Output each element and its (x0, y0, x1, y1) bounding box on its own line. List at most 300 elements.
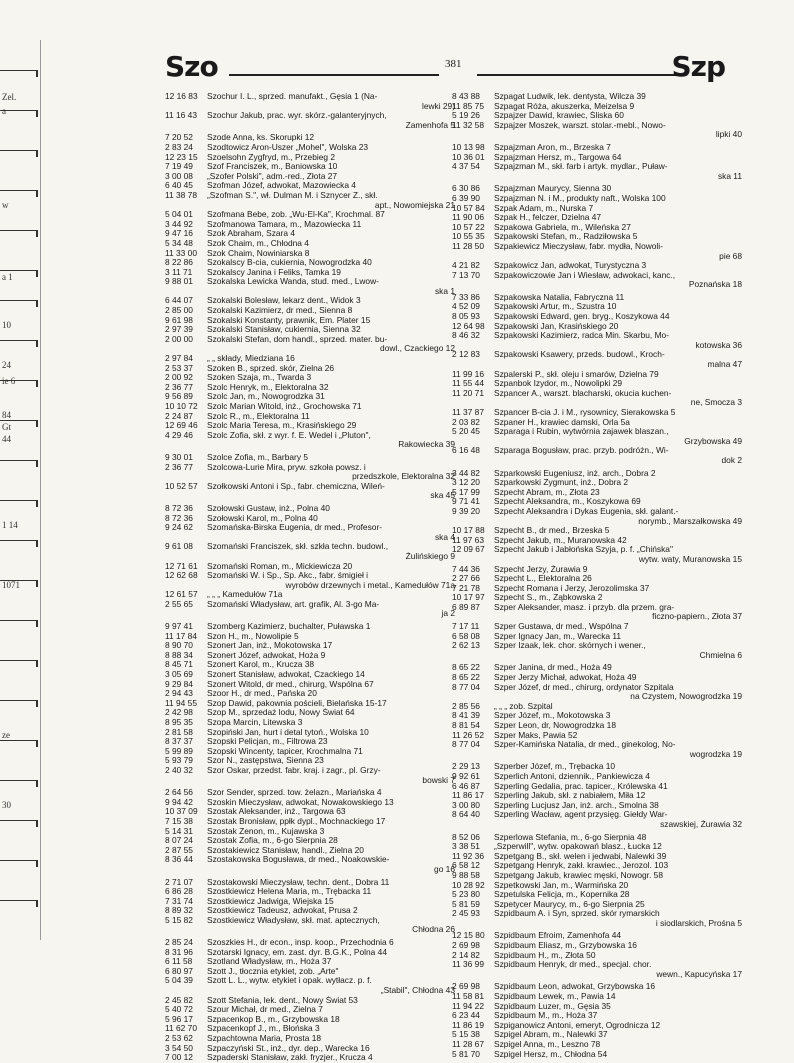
entry-continuation (165, 440, 455, 450)
directory-entry (452, 111, 742, 121)
directory-entry (165, 641, 455, 651)
phone-number: 8 46 32 (452, 330, 480, 341)
directory-entry (165, 364, 455, 374)
entry-text: Szostkiewicz Jadwiga, Wiejska 15 (207, 896, 334, 906)
phone-number: 2 36 77 (165, 461, 193, 472)
phone-number: 10 17 88 (452, 525, 485, 536)
entry-text: Szostak Aleksander, inż., Targowa 63 (207, 807, 346, 817)
entry-text: Szomański W. i Sp., Sp. Akc., fabr. śmigieł i (207, 571, 369, 581)
phone-number: 6 46 87 (452, 780, 480, 791)
directory-entry (165, 878, 455, 888)
phone-number: 8 05 93 (452, 311, 480, 322)
margin-tick (0, 190, 38, 197)
directory-entry (452, 1011, 742, 1021)
phone-number: 2 87 55 (165, 844, 193, 855)
entry-continuation (452, 692, 742, 702)
directory-entry (452, 427, 742, 437)
entry-text: Szpaner H., krawiec damski, Orla 5a (494, 417, 630, 427)
phone-number: 2 85 24 (165, 937, 193, 948)
phone-number: 10 28 92 (452, 879, 485, 890)
continuation-text: dowl., Czackiego 12 (380, 344, 455, 354)
directory-entry (165, 306, 455, 316)
entry-text: Szparkowski Zygmunt, inż., Dobra 2 (494, 478, 629, 488)
entry-text: Szofmanowa Tamara, m., Mazowiecka 11 (207, 219, 362, 229)
directory-entry (452, 261, 742, 271)
directory-entry (452, 960, 742, 970)
margin-tick (0, 740, 38, 747)
directory-entry (165, 670, 455, 680)
directory-entry (165, 1034, 455, 1044)
entry-text: Szokalski Kazimierz, dr med., Sienna 8 (207, 306, 353, 316)
entry-text: Szott L. L., wytw. etykiet i opak. wytłacz. p. f. (207, 976, 372, 986)
entry-text: Szper Gustawa, dr med., Wspólna 7 (494, 622, 629, 632)
directory-entry (452, 102, 742, 112)
entry-text: Szpidbaum Leon, adwokat, Grzybowska 16 (494, 982, 656, 992)
directory-entry (165, 431, 455, 441)
continuation-text: wewn., Kapucyńska 17 (656, 969, 742, 979)
phone-number: 8 22 86 (165, 257, 193, 268)
directory-entry (452, 673, 742, 683)
phone-number: 9 61 08 (165, 541, 193, 552)
directory-entry (452, 1002, 742, 1012)
phone-number: 5 81 70 (452, 1048, 480, 1059)
phone-number: 11 86 19 (452, 1019, 484, 1030)
directory-entry (452, 772, 742, 782)
phone-number: 2 69 98 (452, 981, 480, 992)
phone-number: 5 99 89 (165, 745, 193, 756)
entry-continuation (452, 398, 742, 408)
entry-text: Szokalski Bolesław, lekarz dent., Widok 3 (207, 296, 361, 306)
entry-text: Szpidbaum Efroim, Zamenhofa 44 (494, 931, 622, 941)
continuation-text: norymb., Marszałkowska 49 (638, 516, 742, 526)
entry-text: Szolc Maria Teresa, m., Krasińskiego 29 (207, 421, 357, 431)
phone-number: 5 17 99 (452, 486, 480, 497)
entry-text: Szparkowski Eugeniusz, inż. arch., Dobra 2 (494, 468, 656, 478)
directory-entry (452, 852, 742, 862)
directory-entry (165, 514, 455, 524)
phone-number: 11 36 99 (452, 959, 484, 970)
directory-entry (165, 402, 455, 412)
directory-entry (452, 842, 742, 852)
entry-text: Szper Józef, m., Mokotowska 3 (494, 711, 611, 721)
directory-entry (452, 982, 742, 992)
phone-number: 2 42 98 (165, 707, 193, 718)
phone-number: 5 81 59 (452, 898, 480, 909)
directory-entry (165, 181, 455, 191)
entry-text: Szpak Adam, m., Nurska 7 (494, 203, 594, 213)
entry-text: Szpecht Jerzy, Żurawia 9 (494, 564, 588, 574)
directory-entry (165, 1024, 455, 1034)
phone-number: 11 99 16 (452, 368, 484, 379)
entry-text: „ „ składy, Miedziana 16 (207, 354, 295, 364)
directory-entry (165, 463, 455, 473)
entry-text: Szpigel Hersz, m., Chłodna 54 (494, 1049, 608, 1059)
entry-continuation (452, 820, 742, 830)
margin-tick (0, 230, 38, 237)
entry-text: Szostkiewicz Helena Maria, m., Trębacka 11 (207, 887, 372, 897)
phone-number: 8 72 36 (165, 512, 193, 523)
phone-number: 7 00 12 (165, 1052, 193, 1063)
directory-entry (165, 296, 455, 306)
phone-number: 3 05 69 (165, 669, 193, 680)
directory-entry (452, 584, 742, 594)
directory-entry (452, 565, 742, 575)
phone-number: 7 13 70 (452, 269, 480, 280)
directory-entry (452, 271, 742, 281)
phone-number: 10 36 01 (452, 151, 485, 162)
phone-number: 9 92 61 (452, 770, 480, 781)
continuation-text: malna 47 (707, 360, 742, 370)
phone-number: 2 69 98 (452, 940, 480, 951)
margin-tick (0, 900, 38, 907)
directory-entry (452, 446, 742, 456)
continuation-text: ne, Smocza 3 (690, 398, 742, 408)
entry-text: Szpidbaum A. i Syn, sprzed. skór rymarskich (494, 909, 660, 919)
entry-continuation (165, 533, 455, 543)
entry-text: Szpecht Aleksandra, m., Koszykowa 69 (494, 497, 641, 507)
entry-text: Szoskin Mieczysław, adwokat, Nowakowskiego 13 (207, 797, 394, 807)
phone-number: 5 19 26 (452, 110, 480, 121)
phone-number: 11 38 78 (165, 189, 197, 200)
margin-label: Zel. (2, 92, 17, 102)
continuation-text: przedszkole, Elektoralna 32 (352, 472, 455, 482)
entry-text: Szpajzman N. i M., produkty naft., Wolska 100 (494, 193, 666, 203)
entry-text: Szperlowa Stefania, m., 6-go Sierpnia 48 (494, 832, 647, 842)
phone-number: 12 23 15 (165, 151, 198, 162)
entry-text: Szop M., sprzedaż lodu, Nowy Świat 64 (207, 708, 355, 718)
directory-entry (452, 791, 742, 801)
directory-entry (165, 622, 455, 632)
phone-number: 2 53 62 (165, 1033, 193, 1043)
phone-number: 7 31 74 (165, 895, 193, 906)
entry-text: Szpecht Jakub i Jabłońska Szyja, p. f. „Chińska" (494, 545, 673, 555)
phone-number: 2 85 00 (165, 305, 193, 316)
phone-number: 12 69 46 (165, 420, 198, 431)
phone-number: 2 55 65 (165, 598, 193, 609)
phone-number: 5 23 80 (452, 889, 480, 900)
entry-text: Szpecht Romana i Jerzy, Jerozolimska 37 (494, 583, 650, 593)
phone-number: 8 95 35 (165, 717, 193, 727)
header-left-word: Szo (165, 50, 218, 83)
margin-label: ze (2, 730, 10, 740)
phone-number: 6 44 07 (165, 295, 193, 306)
directory-entry (165, 747, 455, 757)
directory-entry (452, 92, 742, 102)
phone-number: 6 16 48 (452, 445, 480, 456)
directory-entry (452, 408, 742, 418)
continuation-text: szawskiej, Żurawia 32 (660, 819, 742, 829)
directory-entry (452, 526, 742, 536)
entry-text: Szpetkowski Jan, m., Warmińska 20 (494, 880, 629, 890)
directory-entry (452, 951, 742, 961)
directory-entry (452, 593, 742, 603)
phone-number: 8 37 37 (165, 736, 193, 747)
phone-number: 9 56 89 (165, 391, 193, 402)
phone-number: 6 58 08 (452, 630, 480, 641)
directory-entry (452, 153, 742, 163)
entry-text: „ „ „ Kamedułów 71a (207, 590, 283, 600)
phone-number: 11 16 43 (165, 110, 197, 121)
entry-text: Szok Chaim, Nowiniarska 8 (207, 248, 310, 258)
entry-text: Szpalerski P., skł. oleju i smarów, Dzielna 79 (494, 369, 659, 379)
directory-entry (452, 162, 742, 172)
entry-text: Szour Michał, dr med., Zielna 7 (207, 1005, 323, 1015)
entry-text: Szon H., m., Nowolipie 5 (207, 631, 299, 641)
directory-entry (165, 229, 455, 239)
phone-number: 2 00 00 (165, 333, 193, 344)
phone-number: 11 28 50 (452, 240, 484, 251)
entry-text: Szper Ignacy Jan, m., Warecka 11 (494, 631, 622, 641)
entry-continuation (165, 581, 455, 591)
phone-number: 9 88 01 (165, 276, 193, 287)
directory-entry (452, 622, 742, 632)
directory-entry (165, 756, 455, 766)
phone-number: 3 38 51 (452, 841, 480, 852)
directory-entry (165, 967, 455, 977)
directory-entry (452, 641, 742, 651)
entry-text: Szott J., tłocznia etykiet, zob. „Arte" (207, 966, 339, 976)
entry-text: Szpajzer Dawid, krawiec, Śliska 60 (494, 111, 624, 121)
directory-entry (165, 277, 455, 287)
margin-tick (0, 700, 38, 707)
phone-number: 7 15 38 (165, 815, 193, 826)
entry-continuation (452, 651, 742, 661)
phone-number: 2 40 32 (165, 764, 193, 775)
entry-text: Szostak Zofia, m., 6-go Sierpnia 28 (207, 836, 338, 846)
directory-entry (165, 316, 455, 326)
phone-number: 11 37 87 (452, 407, 484, 417)
directory-entry (452, 507, 742, 517)
entry-text: Szpecht Jakub, m., Muranowska 42 (494, 535, 627, 545)
entry-text: Szper Maks, Pawia 52 (494, 730, 578, 740)
entry-continuation (165, 491, 455, 501)
phone-number: 9 94 42 (165, 796, 193, 807)
entry-text: Szomański Roman, m., Mickiewicza 20 (207, 561, 353, 571)
entry-continuation (165, 865, 455, 875)
phone-number: 7 17 11 (452, 621, 480, 632)
continuation-text: ska 11 (717, 171, 742, 181)
phone-number: 11 62 70 (165, 1023, 197, 1034)
entry-text: Szofman Józef, adwokat, Mazowiecka 4 (207, 181, 356, 191)
phone-number: 8 81 54 (452, 720, 480, 730)
directory-entry (165, 210, 455, 220)
continuation-text: wyrobów drzewnych i metal., Kamedułów 71a (285, 580, 455, 590)
header-rule-right (477, 74, 677, 76)
phone-number: 6 11 58 (165, 956, 193, 967)
entry-text: Szostakowski Mieczysław, techn. dent., Dobra 11 (207, 877, 390, 887)
margin-label: 10 (2, 320, 11, 330)
entry-text: Szolc Zofia, skł. z wyr. f. E. Wedel i „Pluton", (207, 430, 371, 440)
continuation-text: ska 4 (434, 532, 455, 542)
phone-number: 2 45 82 (165, 994, 193, 1005)
entry-text: Szpetgang Henryk, zakł. krawiec., Jerozol. 103 (494, 861, 669, 871)
phone-number: 7 19 49 (165, 161, 193, 172)
entry-continuation (165, 472, 455, 482)
directory-entry (452, 204, 742, 214)
phone-number: 8 07 24 (165, 835, 193, 846)
directory-entry (452, 801, 742, 811)
phone-number: 11 26 52 (452, 729, 484, 740)
directory-entry (452, 293, 742, 303)
directory-entry (165, 354, 455, 364)
margin-label: w (2, 200, 9, 210)
entry-text: Szpakowska Natalia, Fabryczna 11 (494, 292, 625, 302)
entry-text: Szok Abraham, Szara 4 (207, 229, 295, 239)
entry-continuation (452, 172, 742, 182)
continuation-text: lewki 29) (421, 101, 455, 111)
margin-tick (0, 70, 38, 77)
continuation-text: kotowska 36 (695, 340, 742, 350)
entry-text: Szpakowa Gabriela, m., Wileńska 27 (494, 222, 631, 232)
phone-number: 8 89 32 (165, 905, 193, 916)
directory-entry (165, 916, 455, 926)
header-rule-left (229, 74, 439, 76)
entry-continuation (165, 776, 455, 786)
phone-number: 7 21 78 (452, 582, 480, 593)
phone-number: 9 71 41 (452, 496, 480, 507)
phone-number: 3 44 82 (452, 467, 480, 478)
entry-text: Szparaga Bogusław, prac. przyb. podróżn., Wi- (494, 446, 669, 456)
entry-text: Szpidbaum Luzer, m., Gęsia 35 (494, 1001, 611, 1011)
phone-number: 11 32 58 (452, 119, 484, 130)
continuation-text: go 16 (434, 864, 455, 874)
margin-tick (0, 540, 38, 547)
entry-continuation (452, 750, 742, 760)
entry-text: Szolc Jan, m., Nowogrodzka 31 (207, 392, 325, 402)
directory-entry (165, 191, 455, 201)
directory-entry (452, 941, 742, 951)
directory-entry (165, 571, 455, 581)
phone-number: 11 94 55 (165, 697, 197, 708)
phone-number: 8 43 88 (452, 91, 480, 101)
directory-entry (165, 268, 455, 278)
phone-number: 6 89 87 (452, 601, 480, 612)
left-column (165, 92, 455, 1063)
directory-entry (452, 890, 742, 900)
entry-text: Szott Stefania, lek. dent., Nowy Świat 53 (207, 995, 358, 1005)
phone-number: 5 15 82 (165, 914, 193, 925)
continuation-text: pie 68 (719, 251, 742, 261)
phone-number: 12 64 98 (452, 320, 485, 331)
directory-entry (165, 412, 455, 422)
phone-number: 8 41 39 (452, 710, 480, 721)
directory-entry (452, 1050, 742, 1060)
directory-entry (165, 699, 455, 709)
directory-entry (452, 184, 742, 194)
entry-text: Szofmana Bebe, zob. „Wu-El-Ka", Krochmal. 87 (207, 210, 385, 220)
entry-text: Szonert Witold, dr med., chirurg, Wspólna 67 (207, 679, 374, 689)
entry-continuation (452, 517, 742, 527)
entry-text: Szor Sender, sprzed. tow. żelazn., Mariańska 4 (207, 788, 382, 798)
directory-entry (165, 325, 455, 335)
entry-text: Szokalski Stefan, dom handl., sprzed. mater. bu- (207, 334, 388, 344)
directory-entry (452, 331, 742, 341)
entry-text: Szolc Henryk, m., Elektoralna 32 (207, 382, 329, 392)
entry-text: Szper-Kamińska Natalia, dr med., ginekolog, No- (494, 740, 676, 750)
phone-number: 5 93 79 (165, 755, 193, 766)
directory-entry (165, 651, 455, 661)
directory-entry (452, 810, 742, 820)
phone-number: 6 86 28 (165, 886, 193, 897)
margin-label: a (2, 106, 6, 116)
continuation-text: ja 2 (441, 609, 455, 619)
entry-text: Szper Józef, dr med., chirurg, ordynator Szpitala (494, 682, 674, 692)
margin-label: ie 6 (2, 376, 16, 386)
phone-number: 8 36 44 (165, 854, 193, 865)
directory-entry (452, 213, 742, 223)
phone-number: 11 97 63 (452, 534, 484, 545)
directory-entry (452, 469, 742, 479)
directory-entry (165, 836, 455, 846)
directory-entry (165, 504, 455, 514)
phone-number: 9 24 62 (165, 522, 193, 533)
directory-entry (452, 683, 742, 693)
directory-entry (452, 740, 742, 750)
phone-number: 2 14 82 (452, 949, 480, 960)
directory-entry (165, 897, 455, 907)
directory-entry (165, 708, 455, 718)
entry-continuation (452, 456, 742, 466)
continuation-text: ska 45 (430, 491, 455, 501)
directory-entry (165, 1015, 455, 1025)
directory-entry (452, 379, 742, 389)
phone-number: 8 65 22 (452, 662, 480, 673)
phone-number: 8 64 40 (452, 809, 480, 820)
directory-entry (165, 1044, 455, 1054)
entry-text: Szpajzman Aron, m., Brzeska 7 (494, 142, 611, 152)
margin-tick (0, 660, 38, 667)
phone-number: 2 97 84 (165, 353, 193, 364)
directory-entry (452, 370, 742, 380)
phone-number: 8 88 34 (165, 649, 193, 660)
phone-number: 5 14 31 (165, 825, 193, 836)
continuation-text: dok 2 (721, 455, 742, 465)
phone-number: 12 62 68 (165, 570, 198, 581)
margin-tick (0, 150, 38, 157)
directory-entry (165, 133, 455, 143)
directory-entry (165, 788, 455, 798)
directory-entry (165, 632, 455, 642)
entry-text: Szomberg Kazimierz, buchalter, Puławska 1 (207, 622, 371, 632)
phone-number: 8 72 36 (165, 502, 193, 513)
phone-number: 11 33 00 (165, 247, 197, 258)
phone-number: 6 58 12 (452, 860, 480, 871)
directory-entry (165, 383, 455, 393)
entry-text: Szper Jerzy Michał, adwokat, Hoża 49 (494, 673, 637, 683)
entry-continuation (452, 919, 742, 929)
continuation-text: bowski 7 (422, 775, 455, 785)
directory-entry (452, 702, 742, 712)
entry-text: Szostakiewicz Stanisław, handl., Zielna 20 (207, 845, 364, 855)
entry-text: Szokalska Lewicka Wanda, stud. med., Lwow- (207, 277, 379, 287)
entry-text: Szperlich Antoni, dziennik., Pankiewicza 4 (494, 771, 650, 781)
entry-text: Szok Chaim, m., Chłodna 4 (207, 238, 309, 248)
directory-entry (452, 478, 742, 488)
entry-text: „ „ „ zob. Szpital (494, 701, 553, 711)
entry-text: Szonert Stanisław, adwokat, Czackiego 14 (207, 670, 365, 680)
phone-number: 5 20 45 (452, 426, 480, 437)
entry-text: Szpetycer Maurycy, m., 6-go Sierpnia 25 (494, 899, 645, 909)
directory-entry (452, 302, 742, 312)
phone-number: 2 83 24 (165, 141, 193, 152)
entry-continuation (452, 612, 742, 622)
phone-number: 2 53 37 (165, 362, 193, 373)
entry-text: Szpidbaum Eliasz, m., Grzybowska 16 (494, 941, 637, 951)
entry-text: Szpakowski Jan, Krasińskiego 20 (494, 321, 619, 331)
directory-entry (452, 833, 742, 843)
entry-text: Szonert Jan, inż., Mokotowska 17 (207, 641, 333, 651)
entry-text: „Szofer Polski", adm.-red., Złota 27 (207, 171, 338, 181)
